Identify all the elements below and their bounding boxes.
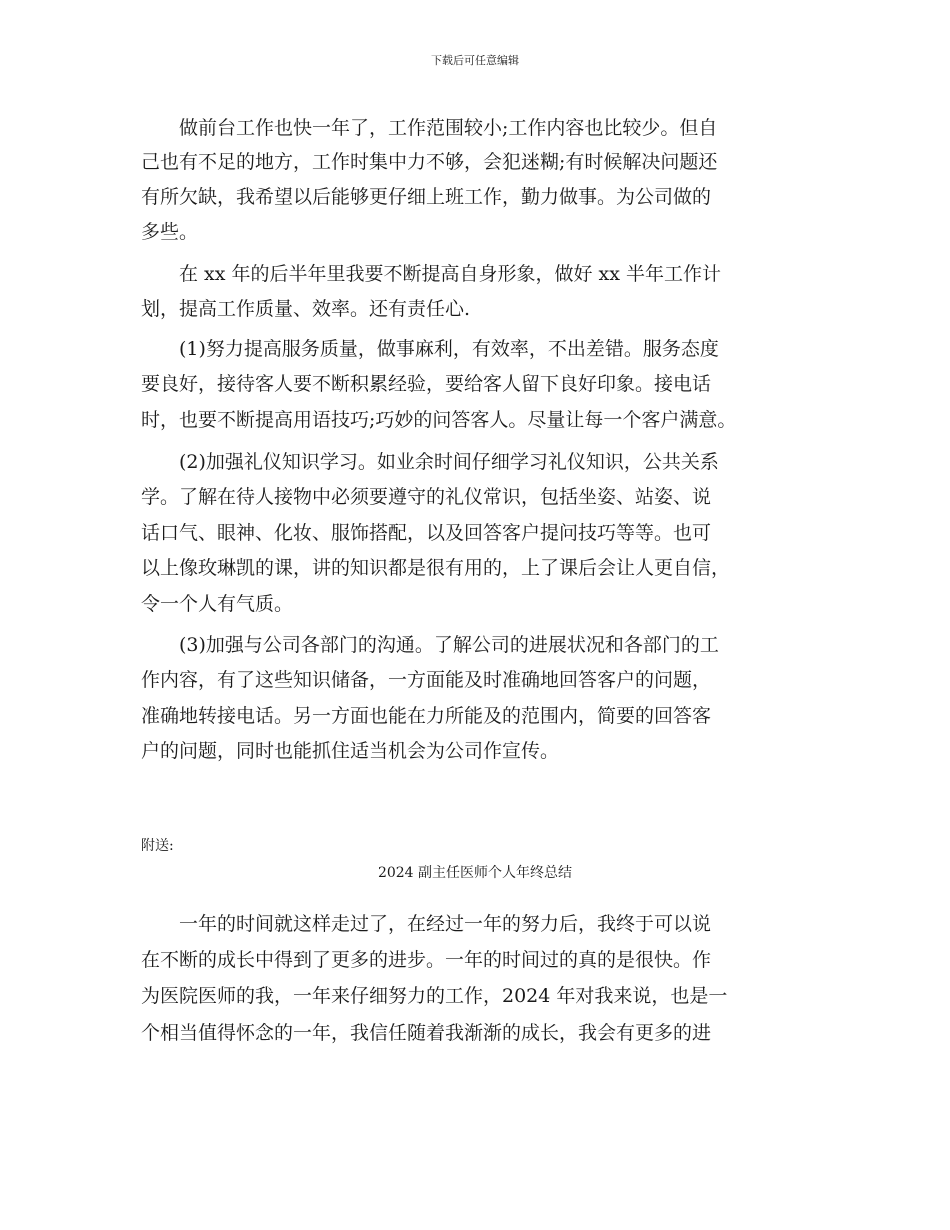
paragraph-line: 个相当值得怀念的一年，我信任随着我渐渐的成长，我会有更多的进 bbox=[141, 1022, 712, 1044]
appendix-label: 附送: bbox=[141, 838, 174, 854]
paragraph-line: 学。了解在待人接物中必须要遵守的礼仪常识，包括坐姿、站姿、说 bbox=[141, 486, 712, 508]
paragraph-line: 有所欠缺，我希望以后能够更仔细上班工作，勤力做事。为公司做的 bbox=[141, 186, 712, 208]
paragraph-line: 令一个人有气质。 bbox=[141, 593, 294, 615]
paragraph-line: 要良好，接待客人要不断积累经验，要给客人留下良好印象。接电话 bbox=[141, 373, 712, 395]
paragraph-line: 在 xx 年的后半年里我要不断提高自身形象，做好 xx 半年工作计 bbox=[141, 263, 722, 285]
paragraph-line: (3)加强与公司各部门的沟通。了解公司的进展状况和各部门的工 bbox=[141, 634, 719, 656]
paragraph-line: 作内容，有了这些知识储备，一方面能及时准确地回答客户的问题， bbox=[141, 669, 712, 691]
paragraph-line: 以上像玫琳凯的课，讲的知识都是很有用的，上了课后会让人更自信， bbox=[141, 557, 731, 579]
paragraph-line: (1)努力提高服务质量，做事麻利，有效率，不出差错。服务态度 bbox=[141, 338, 719, 360]
paragraph-line: 多些。 bbox=[141, 221, 199, 243]
paragraph-line: 时，也要不断提高用语技巧;巧妙的问答客人。尽量让每一个客户满意。 bbox=[141, 409, 737, 431]
paragraph-line: 在不断的成长中得到了更多的进步。一年的时间过的真的是很快。作 bbox=[141, 949, 712, 971]
paragraph-line: 做前台工作也快一年了，工作范围较小;工作内容也比较少。但自 bbox=[141, 117, 718, 139]
page-header: 下载后可任意编辑 bbox=[431, 54, 519, 67]
paragraph-line: 准确地转接电话。另一方面也能在力所能及的范围内，简要的回答客 bbox=[141, 705, 712, 727]
paragraph-line: 话口气、眼神、化妆、服饰搭配，以及回答客户提问技巧等等。也可 bbox=[141, 522, 712, 544]
paragraph-line: 户的问题，同时也能抓住适当机会为公司作宣传。 bbox=[141, 740, 560, 762]
paragraph-line: 划，提高工作质量、效率。还有责任心. bbox=[141, 298, 471, 320]
paragraph-line: 为医院医师的我，一年来仔细努力的工作，2024 年对我来说，也是一 bbox=[141, 985, 728, 1007]
paragraph-line: 己也有不足的地方，工作时集中力不够，会犯迷糊;有时候解决问题还 bbox=[141, 151, 718, 173]
paragraph-line: (2)加强礼仪知识学习。如业余时间仔细学习礼仪知识，公共关系 bbox=[141, 451, 719, 473]
paragraph-line: 一年的时间就这样走过了，在经过一年的努力后，我终于可以说 bbox=[141, 913, 712, 935]
section-title: 2024 副主任医师个人年终总结 bbox=[377, 865, 573, 881]
